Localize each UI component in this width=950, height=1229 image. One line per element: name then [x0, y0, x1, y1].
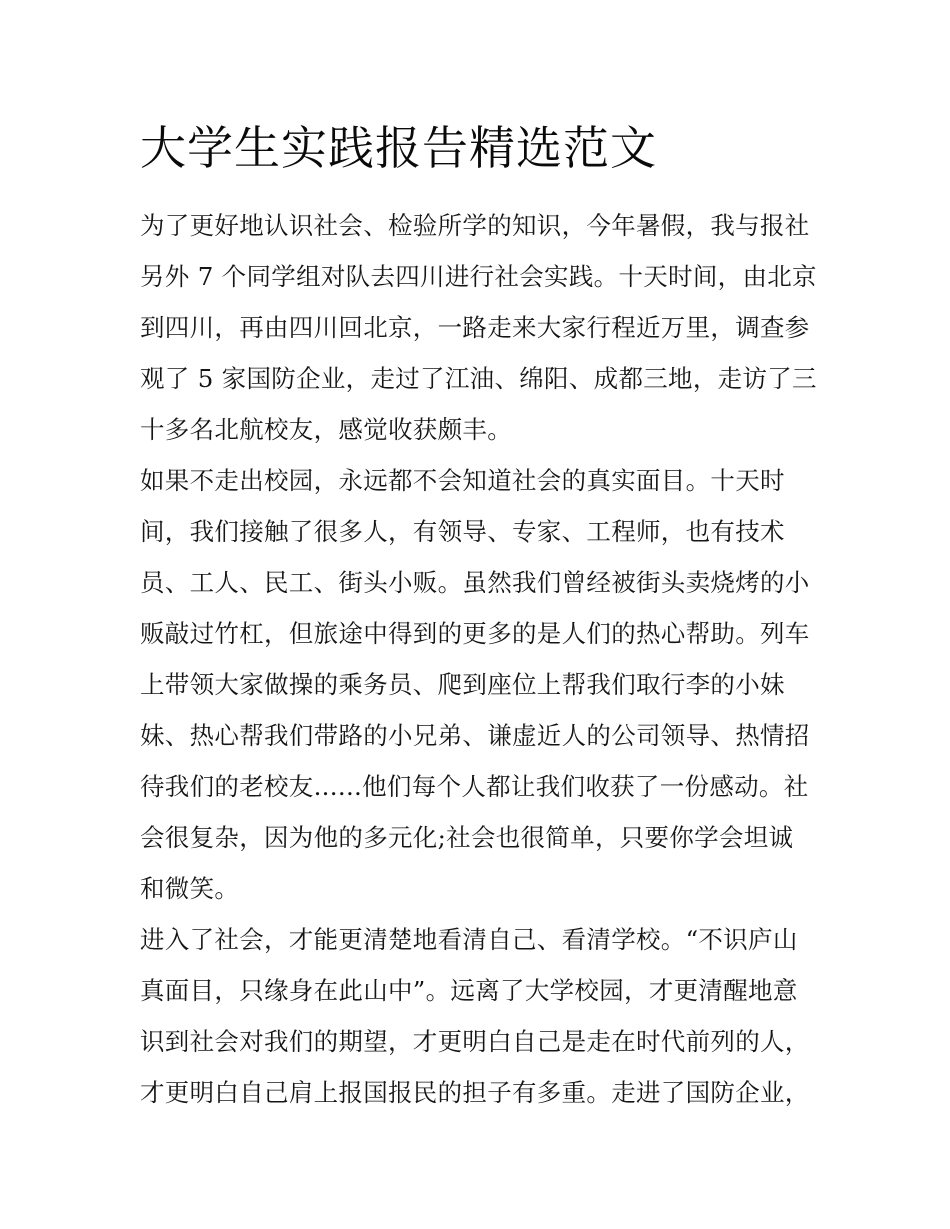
text-line: 另外 7 个同学组对队去四川进行社会实践。十天时间，由北京 — [140, 262, 817, 291]
text-line: 员、工人、民工、街头小贩。虽然我们曾经被街头卖烧烤的小 — [140, 568, 810, 597]
document-body — [140, 200, 820, 1118]
text-line: 上带领大家做操的乘务员、爬到座位上帮我们取行李的小妹 — [140, 670, 785, 699]
text-line: 如果不走出校园，永远都不会知道社会的真实面目。十天时 — [140, 466, 785, 495]
text-line: 观了 5 家国防企业，走过了江油、绵阳、成都三地，走访了三 — [140, 364, 817, 393]
text-line: 妹、热心帮我们带路的小兄弟、谦虚近人的公司领导、热情招 — [140, 721, 810, 750]
text-line: 十多名北航校友，感觉收获颇丰。 — [140, 415, 512, 444]
text-line: 识到社会对我们的期望，才更明白自己是走在时代前列的人， — [140, 1027, 810, 1056]
text-line: 和微笑。 — [140, 874, 240, 903]
text-line: 间，我们接触了很多人，有领导、专家、工程师，也有技术 — [140, 517, 785, 546]
document-title: 大学生实践报告精选范文 — [140, 121, 657, 175]
text-line: 到四川，再由四川回北京，一路走来大家行程近万里，调查参 — [140, 313, 810, 342]
text-line: 待我们的老校友......他们每个人都让我们收获了一份感动。社 — [140, 772, 809, 801]
text-line: 真面目，只缘身在此山中”。远离了大学校园，才更清醒地意 — [140, 976, 798, 1005]
text-line: 才更明白自己肩上报国报民的担子有多重。走进了国防企业， — [140, 1078, 810, 1107]
text-line: 会很复杂，因为他的多元化;社会也很简单，只要你学会坦诚 — [140, 823, 794, 852]
paragraph-2 — [140, 455, 820, 914]
text-line: 进入了社会，才能更清楚地看清自己、看清学校。“不识庐山 — [140, 925, 798, 954]
paragraph-3 — [140, 914, 820, 1118]
paragraph-1 — [140, 200, 820, 455]
text-line: 为了更好地认识社会、检验所学的知识，今年暑假，我与报社 — [140, 211, 810, 240]
text-line: 贩敲过竹杠，但旅途中得到的更多的是人们的热心帮助。列车 — [140, 619, 810, 648]
